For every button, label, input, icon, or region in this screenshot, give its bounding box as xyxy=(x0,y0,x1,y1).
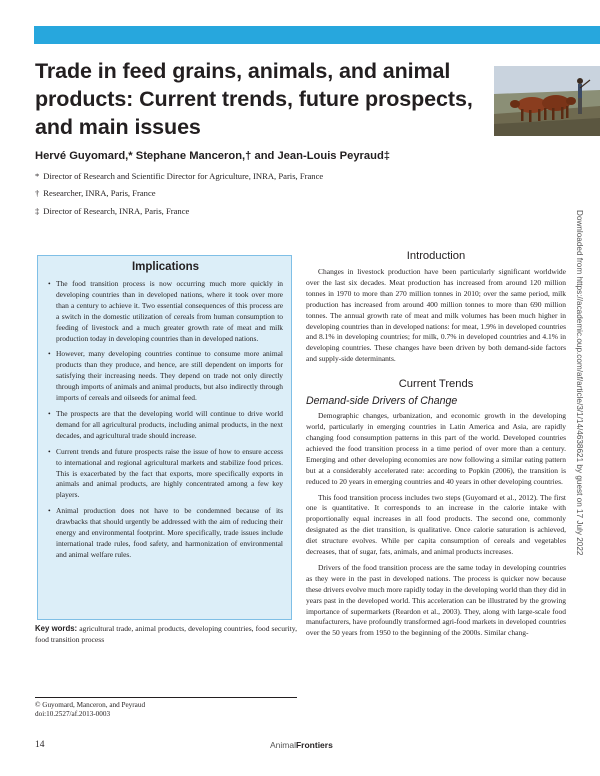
implication-item: • Current trends and future prospects raise the issue of how to ensure access to international and regional agricultural markets and stabilize food prices. This is exacerbated by the fact that exports, more specifically exports in animals and animal products, are highly concentrated among a few key players. xyxy=(48,447,283,502)
keywords-text: agricultural trade, animal products, developing countries, food security, food transition process xyxy=(35,624,297,644)
implication-item: • However, many developing countries continue to consume more animal products than they produce, and hence, are still dependent on imports for satisfying their increasing needs. They depend on trade not only directly through imports of animals and animal products, but also indirectly through imports of cereals and oilseeds for animal feed. xyxy=(48,349,283,404)
body-paragraph: Demographic changes, urbanization, and economic growth in the developing world, particularly in emerging countries in Latin America and Asia, are rapidly changing food consumption patterns in this part of the world. Developed countries achieved the food transition process in a time period of over more than a century. Emerging and other developing economies are now following a similar eating pattern but at a considerably accelerated rate: according to Popkin (2006), the transition is reduced to 20 years in emerging countries and 40 years in other developing countries. xyxy=(306,411,566,486)
page-number: 14 xyxy=(35,740,45,750)
introduction-paragraph: Changes in livestock production have been particularly significant worldwide over the last six decades. Meat production has increased from around 120 million tonnes in 1970 to more than 270 million tonnes in 2010; over the same period, milk production has increased from around 400 million tonnes to more than 690 million tonnes. The annual growth rate of meat and milk volumes has been much higher in developing countries than in developed nations: for meat, 1.9% in developed countries and 8.1% in developing countries; for milk, 0.7% in developed countries and 4.1% in developing countries. These changes have been driven by both demand-side factors and supply-side determinants. xyxy=(306,267,566,364)
implications-title: Implications xyxy=(131,261,200,273)
affiliation-text: Researcher, INRA, Paris, France xyxy=(43,188,156,198)
current-trends-heading: Current Trends xyxy=(398,378,474,391)
doi-line: doi:10.2527/af.2013-0003 xyxy=(35,710,111,718)
copyright-line: © Guyomard, Manceron, and Peyraud xyxy=(35,701,146,709)
demand-side-subheading: Demand-side Drivers of Change xyxy=(306,395,458,408)
right-column xyxy=(306,250,566,639)
implications-list xyxy=(48,279,283,561)
affiliation-text: Director of Research and Scientific Director for Agriculture, INRA, Paris, France xyxy=(43,171,324,181)
header-color-bar xyxy=(34,26,600,44)
implication-item: • The prospects are that the developing world will continue to drive world demand for all agricultural products, including animal products, in the next decades, and agricultural trade should increase. xyxy=(48,409,283,442)
page-footer xyxy=(35,740,565,754)
journal-name-light: Animal xyxy=(270,740,296,750)
keywords xyxy=(35,623,297,645)
article-title: Trade in feed grains, animals, and animal products: Current trends, future prospects, and main issues xyxy=(35,59,473,139)
affiliation-3 xyxy=(35,206,555,216)
oxen-plowing-photo xyxy=(494,66,600,136)
download-watermark xyxy=(574,210,586,750)
affiliation-1 xyxy=(35,171,555,181)
implication-item: • The food transition process is now occurring much more quickly in developing countries than in developed nations, where it took over more than a century to achieve it. Two essential consequences of this process are a switch in the domestic utilization of cereals from human consumption to feeding of livestock and a much greater growth rate of meat and milk production today in developing countries than in developed nations. xyxy=(48,279,283,344)
affiliation-mark: † xyxy=(35,188,40,198)
affiliation-2 xyxy=(35,188,555,198)
body-paragraph: Drivers of the food transition process are the same today in developing countries as they were in the past in developed nations. The process is quicker now because these drivers evolve much more rapidly today in the developing world than they did in years past in the developed world. This acceleration can be illustrated by the growing importance of supermarkets (Reardon et al., 2003). They, along with large-scale food manufacturers, have profoundly transformed agri-food markets in developed countries over the 50 years from 1950 to the beginning of the 2000s. Similar chang- xyxy=(306,562,566,638)
copyright-block xyxy=(35,697,297,719)
introduction-heading: Introduction xyxy=(406,250,466,262)
download-watermark-text: Downloaded from https://academic.oup.com/af/article/3/1/14/4638621 by guest on 17 July 2022 xyxy=(575,210,584,556)
affiliation-mark: * xyxy=(35,171,40,181)
implications-box xyxy=(37,255,292,620)
author-list: Hervé Guyomard,* Stephane Manceron,† and Jean-Louis Peyraud‡ xyxy=(35,150,391,162)
affiliation-text: Director of Research, INRA, Paris, France xyxy=(43,206,190,216)
implication-item: • Animal production does not have to be condemned because of its drawbacks that should urgently be addressed with the aim of reducing their energy and environmental footprint. More specifically, trade issues include international trade rules, food safety, and harmonization of environmental and animal welfare rules. xyxy=(48,506,283,561)
journal-name xyxy=(270,740,333,750)
body-paragraph: This food transition process includes two steps (Guyomard et al., 2012). The first one is quantitative. It corresponds to an increase in the calorie intake with proportionally equal increases in all food products. The second one, commonly designated as the diet transition, is qualitative. Once calorie saturation is achieved, diet structure evolves. While per capita consumption of cereals and vegetables decreases, that of sugar, fats, animals, and animal products increases. xyxy=(306,492,566,557)
affiliation-mark: ‡ xyxy=(35,206,40,216)
keywords-label: Key words: xyxy=(35,624,78,633)
journal-name-bold: Frontiers xyxy=(295,740,333,750)
